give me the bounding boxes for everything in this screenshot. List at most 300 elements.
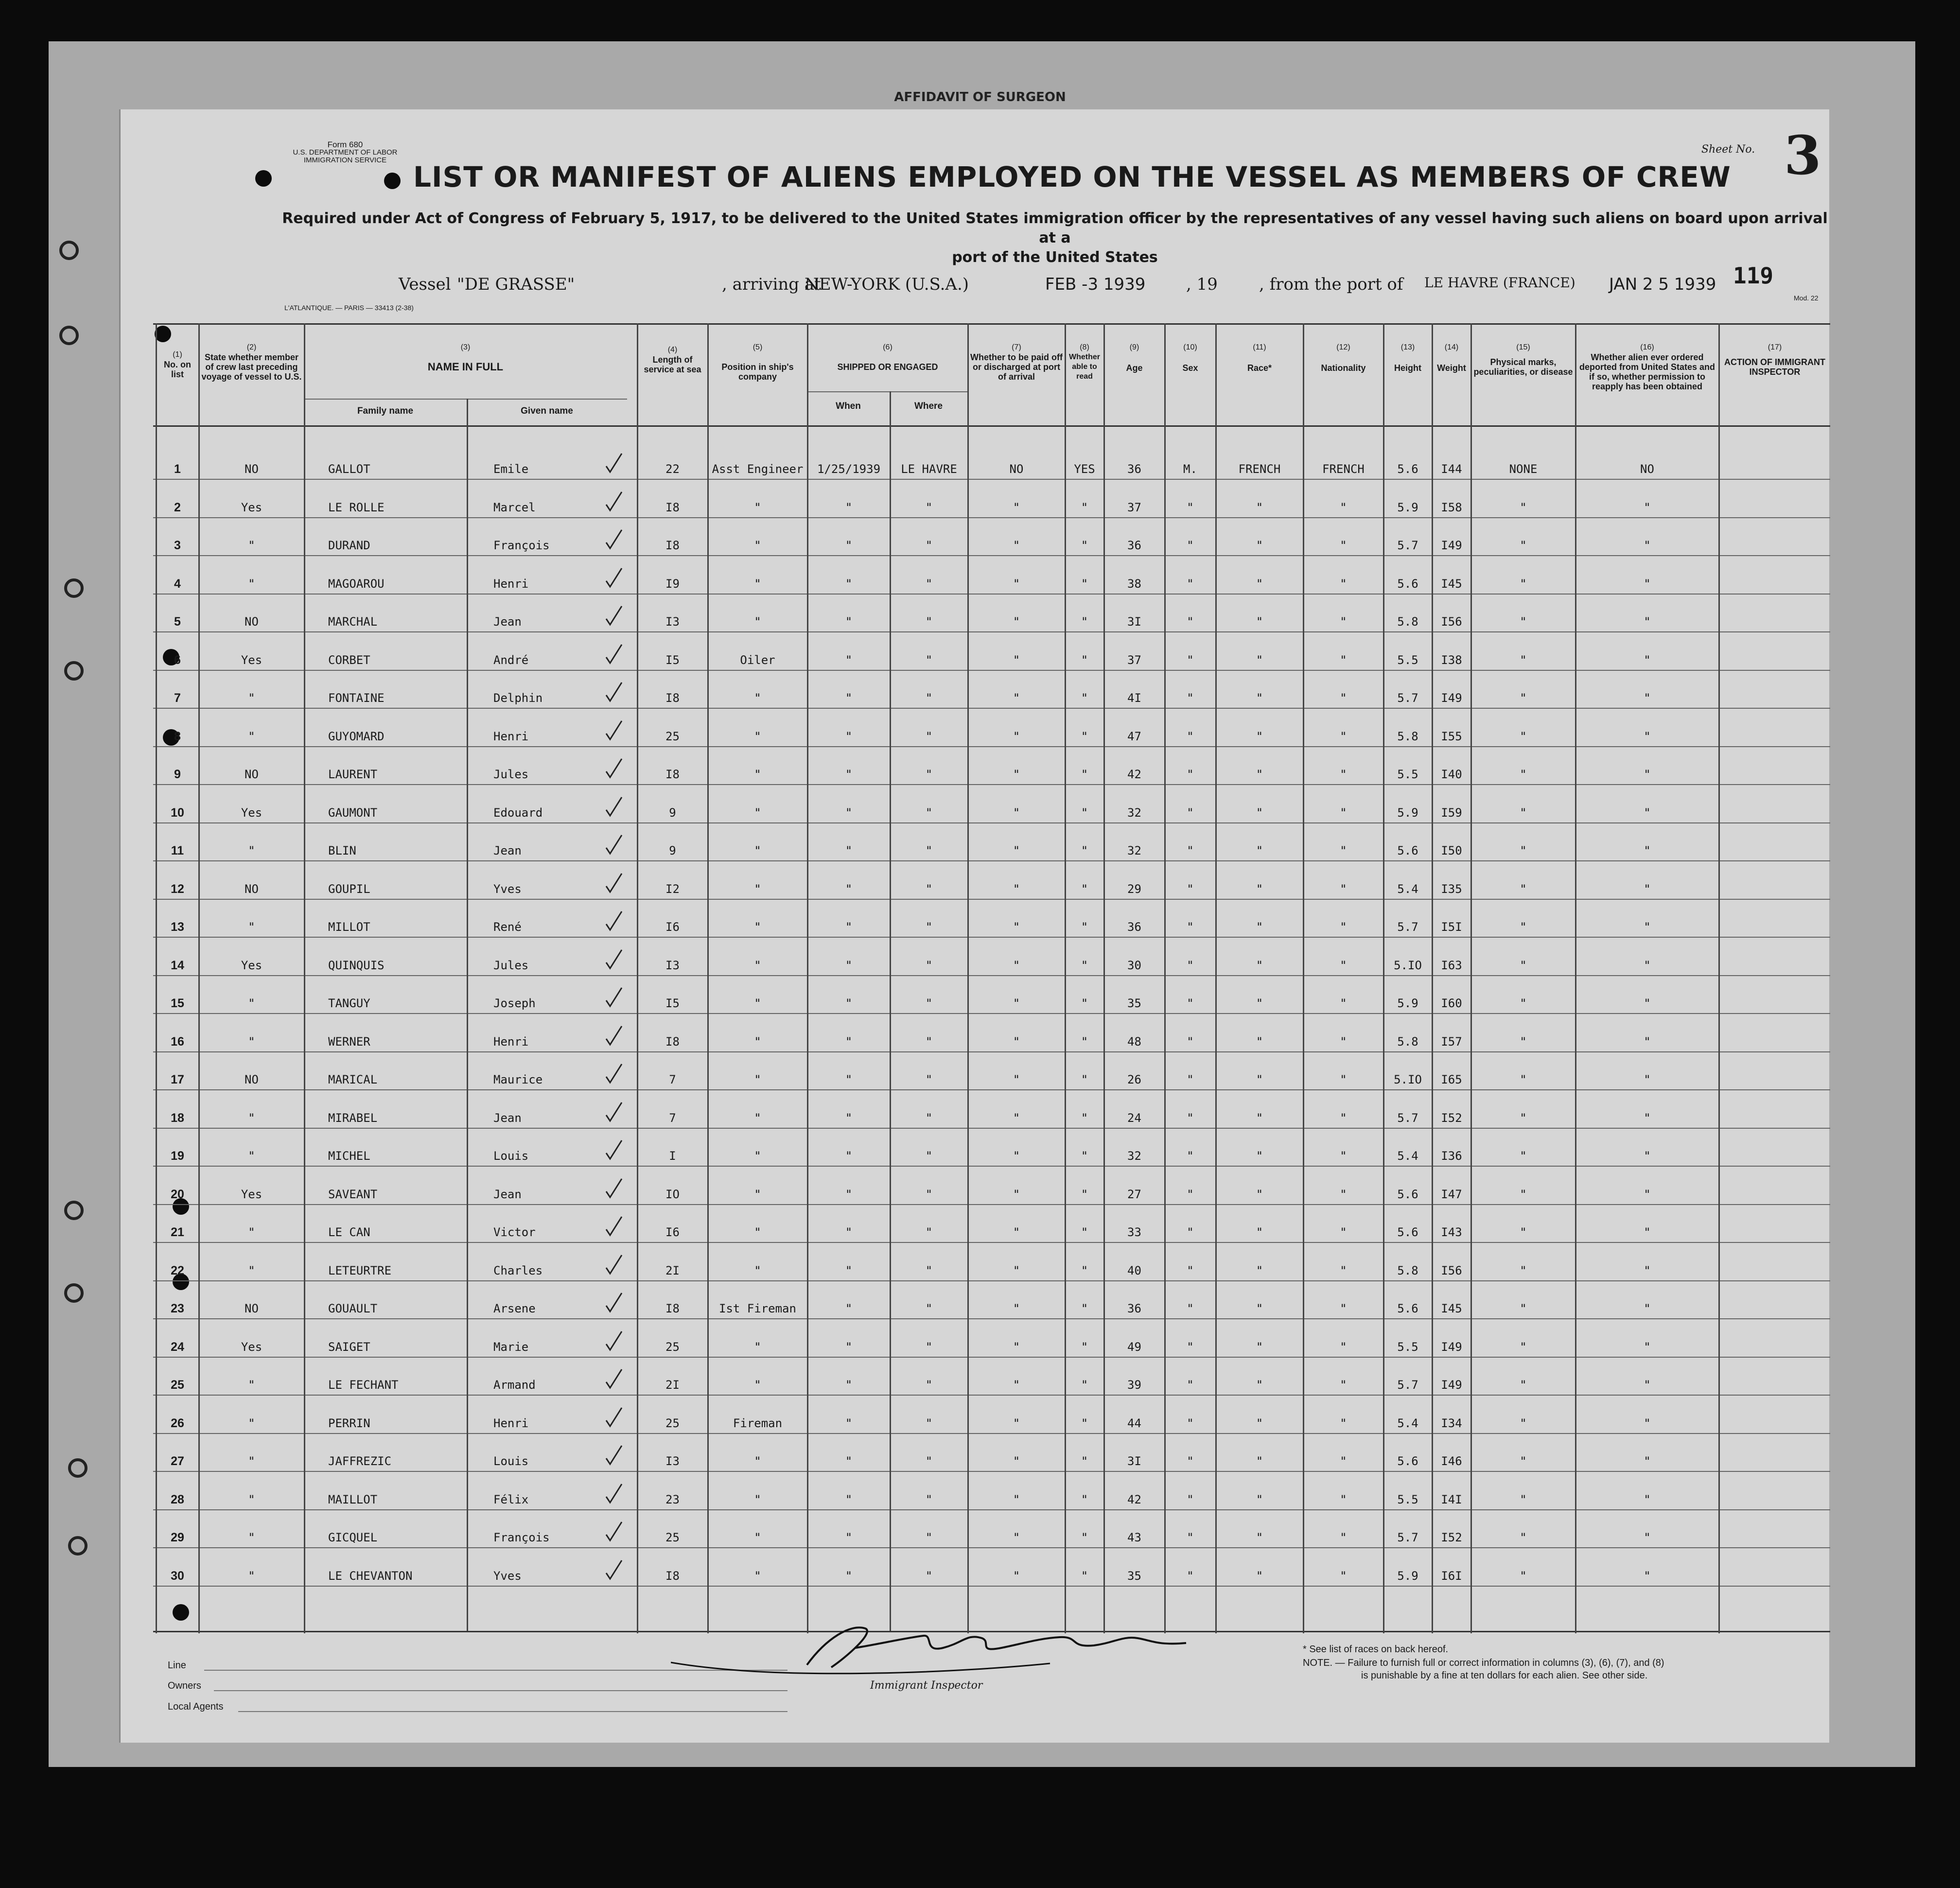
cell-race: " [1256,996,1263,1010]
header-bottom-rule [153,425,1830,427]
cell-deported: " [1644,1111,1651,1125]
check-mark-icon [605,452,623,474]
cell-service: 25 [665,1416,680,1430]
cell-paid: " [1013,1378,1020,1392]
cell-nationality: " [1340,1569,1347,1583]
table-row [0,1451,1960,1471]
cell-read: " [1081,920,1088,934]
check-mark-icon [605,1444,623,1466]
cell-when: " [845,1035,853,1049]
cell-height: 5.5 [1397,653,1418,667]
local-agents-label: Local Agents [168,1701,224,1712]
table-row [0,612,1960,631]
cell-race: " [1256,691,1263,705]
cell-deported: " [1644,768,1651,781]
check-mark-icon [605,528,623,550]
row-rule [153,555,1830,556]
cell-race: " [1256,1073,1263,1086]
column-divider [304,323,305,1633]
cell-sex: " [1187,1493,1194,1506]
check-mark-icon [605,986,623,1008]
cell-service: I3 [665,959,680,972]
cell-deported: " [1644,996,1651,1010]
cell-age: 48 [1127,1035,1141,1049]
cell-position: " [754,1454,761,1468]
column-divider [1432,323,1433,1633]
cell-where: " [925,1416,933,1430]
col-header-when: When [836,401,861,411]
cell-no: 5 [174,615,181,629]
cell-given: Henri [493,1416,529,1430]
table-row [0,765,1960,784]
cell-read: " [1081,1264,1088,1277]
table-row [0,536,1960,555]
col-header-marks: (15) Physical marks, peculiarities, or disease [1473,343,1573,377]
cell-where: " [925,1225,933,1239]
cell-read: " [1081,1416,1088,1430]
cell-read: " [1081,653,1088,667]
cell-race: " [1256,1569,1263,1583]
cell-no: 22 [171,1264,184,1277]
cell-height: 5.9 [1397,806,1418,820]
cell-position: " [754,1569,761,1583]
cell-family: DURAND [328,539,370,552]
inspector-signature [671,1619,1215,1682]
col-header-prev-voyage: (2) State whether member of crew last preceding voyage of vessel to U.S. [201,343,302,382]
cell-read: " [1081,615,1088,629]
cell-sex: " [1187,1569,1194,1583]
cell-service: 7 [669,1111,676,1125]
cell-deported: " [1644,1531,1651,1544]
cell-age: 29 [1127,882,1141,896]
cell-where: " [925,1035,933,1049]
cell-position: " [754,1149,761,1163]
agents-rule [238,1711,788,1712]
cell-no: 4 [174,577,181,591]
cell-prev: " [248,1225,255,1239]
cell-prev: " [248,1569,255,1583]
col-header-height: (13) Height [1394,343,1421,373]
cell-marks: " [1520,959,1527,972]
check-mark-icon [605,1329,623,1352]
cell-prev: Yes [241,501,262,514]
check-mark-icon [605,1024,623,1047]
cell-paid: " [1013,768,1020,781]
cell-service: I8 [665,1302,680,1315]
cell-paid: " [1013,1264,1020,1277]
check-mark-icon [605,909,623,932]
row-rule [153,670,1830,671]
cell-weight: I6I [1441,1569,1462,1583]
row-rule [153,975,1830,976]
cell-position: Fireman [733,1416,783,1430]
cell-height: 5.8 [1397,1035,1418,1049]
cell-paid: " [1013,539,1020,552]
cell-read: " [1081,768,1088,781]
cell-age: 35 [1127,1569,1141,1583]
cell-position: " [754,844,761,857]
cell-age: 39 [1127,1378,1141,1392]
cell-race: " [1256,1340,1263,1354]
cell-age: 3I [1127,1454,1141,1468]
row-rule [153,1471,1830,1472]
races-note: * See list of races on back hereof. [1303,1644,1449,1655]
check-mark-icon [605,1177,623,1199]
cell-given: Maurice [493,1073,543,1086]
cell-read: " [1081,1149,1088,1163]
cell-paid: " [1013,1531,1020,1544]
cell-where: " [925,920,933,934]
cell-read: " [1081,959,1088,972]
cell-read: " [1081,1073,1088,1086]
cell-nationality: " [1340,996,1347,1010]
row-rule [153,1586,1830,1587]
table-row [0,498,1960,517]
cell-sex: " [1187,1416,1194,1430]
cell-paid: " [1013,653,1020,667]
cell-read: YES [1074,462,1095,476]
cell-deported: " [1644,1493,1651,1506]
cell-given: Jean [493,844,522,857]
cell-age: 49 [1127,1340,1141,1354]
col-header-given-name: Given name [521,406,573,416]
cell-when: " [845,1302,853,1315]
cell-weight: I56 [1441,615,1462,629]
cell-read: " [1081,1531,1088,1544]
cell-marks: " [1520,1225,1527,1239]
cell-paid: " [1013,806,1020,820]
cell-nationality: " [1340,730,1347,743]
col-header-position: (5) Position in ship's company [721,343,794,382]
cell-prev: Yes [241,806,262,820]
cell-sex: " [1187,996,1194,1010]
cell-when: " [845,1340,853,1354]
check-mark-icon [605,872,623,894]
cell-prev: NO [245,615,259,629]
cell-height: 5.8 [1397,730,1418,743]
col-header-no: (1) No. on list [164,350,191,379]
cell-deported: " [1644,1264,1651,1277]
cell-prev: " [248,1493,255,1506]
cell-service: I9 [665,577,680,591]
cell-race: " [1256,1416,1263,1430]
cell-given: René [493,920,522,934]
cell-sex: " [1187,1378,1194,1392]
check-mark-icon [605,1482,623,1504]
cell-when: " [845,1493,853,1506]
cell-marks: " [1520,1264,1527,1277]
column-divider [807,323,808,1633]
cell-paid: " [1013,844,1020,857]
col-header-nationality: (12) Nationality [1321,343,1366,373]
cell-race: " [1256,1111,1263,1125]
check-mark-icon [605,1367,623,1390]
cell-weight: I44 [1441,462,1462,476]
table-row [0,1261,1960,1280]
cell-age: 35 [1127,996,1141,1010]
binder-ring [59,241,79,260]
cell-given: Charles [493,1264,543,1277]
cell-sex: " [1187,959,1194,972]
cell-service: 25 [665,1340,680,1354]
cell-when: " [845,1073,853,1086]
cell-position: " [754,1264,761,1277]
cell-age: 36 [1127,462,1141,476]
cell-sex: " [1187,1454,1194,1468]
cell-no: 18 [171,1111,184,1125]
cell-prev: NO [245,768,259,781]
cell-sex: " [1187,1188,1194,1201]
table-top-rule [153,323,1830,325]
cell-nationality: " [1340,615,1347,629]
page-title: LIST OR MANIFEST OF ALIENS EMPLOYED ON THE VESSEL AS MEMBERS OF CREW [413,160,1731,193]
cell-nationality: " [1340,539,1347,552]
cell-where: " [925,653,933,667]
cell-nationality: " [1340,653,1347,667]
cell-position: " [754,996,761,1010]
cell-height: 5.6 [1397,844,1418,857]
cell-nationality: " [1340,1073,1347,1086]
cell-deported: " [1644,501,1651,514]
cell-position: " [754,1073,761,1086]
cell-nationality: " [1340,959,1347,972]
table-row [0,956,1960,975]
cell-race: " [1256,882,1263,896]
cell-deported: " [1644,844,1651,857]
cell-sex: " [1187,844,1194,857]
column-divider [967,323,969,1633]
cell-position: " [754,920,761,934]
cell-weight: I5I [1441,920,1462,934]
cell-deported: " [1644,1149,1651,1163]
cell-paid: NO [1009,462,1024,476]
cell-family: CORBET [328,653,370,667]
cell-when: " [845,882,853,896]
row-rule [153,1013,1830,1014]
cell-age: 44 [1127,1416,1141,1430]
cell-given: Victor [493,1225,536,1239]
cell-height: 5.7 [1397,691,1418,705]
col-header-shipped: (6) SHIPPED OR ENGAGED [837,343,938,372]
cell-sex: M. [1183,462,1197,476]
row-rule [153,860,1830,861]
row-rule [153,822,1830,823]
cell-weight: I36 [1441,1149,1462,1163]
cell-given: Félix [493,1493,529,1506]
cell-when: " [845,1264,853,1277]
cell-marks: " [1520,730,1527,743]
cell-where: " [925,577,933,591]
cell-nationality: " [1340,1149,1347,1163]
cell-family: SAIGET [328,1340,370,1354]
cell-marks: " [1520,615,1527,629]
col-header-age: (9) Age [1126,343,1143,373]
cell-given: Arsene [493,1302,536,1315]
cell-deported: NO [1640,462,1654,476]
cell-read: " [1081,1035,1088,1049]
cell-read: " [1081,577,1088,591]
cell-age: 40 [1127,1264,1141,1277]
cell-given: Joseph [493,996,536,1010]
cell-paid: " [1013,882,1020,896]
cell-marks: " [1520,1149,1527,1163]
cell-weight: I55 [1441,730,1462,743]
cell-weight: I58 [1441,501,1462,514]
cell-age: 30 [1127,959,1141,972]
cell-position: " [754,1111,761,1125]
table-row [0,1566,1960,1586]
col-header-paid-off: (7) Whether to be paid off or discharged at port of arrival [970,343,1063,382]
cell-race: " [1256,539,1263,552]
cell-age: 32 [1127,806,1141,820]
sheet-label: Sheet No. [1701,143,1755,156]
cell-no: 21 [171,1225,184,1239]
cell-deported: " [1644,539,1651,552]
cell-family: GOUPIL [328,882,370,896]
cell-weight: I46 [1441,1454,1462,1468]
cell-sex: " [1187,1035,1194,1049]
cell-deported: " [1644,920,1651,934]
cell-marks: " [1520,844,1527,857]
cell-height: 5.8 [1397,615,1418,629]
table-row [0,1490,1960,1509]
cell-height: 5.6 [1397,1302,1418,1315]
column-divider [637,323,638,1633]
cell-age: 42 [1127,768,1141,781]
cell-given: Edouard [493,806,543,820]
cell-sex: " [1187,1111,1194,1125]
cell-marks: " [1520,539,1527,552]
cell-deported: " [1644,1340,1651,1354]
cell-no: 8 [174,730,181,743]
cell-height: 5.6 [1397,1225,1418,1239]
cell-service: I3 [665,1454,680,1468]
cell-weight: I52 [1441,1111,1462,1125]
cell-family: QUINQUIS [328,959,385,972]
punch-hole [173,1604,189,1621]
cell-sex: " [1187,806,1194,820]
cell-marks: " [1520,1454,1527,1468]
cell-race: " [1256,920,1263,934]
cell-position: " [754,768,761,781]
table-row [0,803,1960,822]
printer-line: L'ATLANTIQUE. — PARIS — 33413 (2-38) [284,304,414,312]
cell-paid: " [1013,501,1020,514]
check-mark-icon [605,757,623,779]
cell-age: 37 [1127,653,1141,667]
cell-no: 23 [171,1302,184,1315]
cell-deported: " [1644,691,1651,705]
cell-sex: " [1187,920,1194,934]
cell-given: Marcel [493,501,536,514]
cell-paid: " [1013,1073,1020,1086]
cell-service: 2I [665,1378,680,1392]
cell-age: 36 [1127,1302,1141,1315]
column-divider [707,323,709,1633]
cell-deported: " [1644,1569,1651,1583]
cell-paid: " [1013,615,1020,629]
cell-family: GOUAULT [328,1302,378,1315]
cell-given: Henri [493,577,529,591]
cell-where: " [925,1264,933,1277]
cell-read: " [1081,1111,1088,1125]
cell-race: " [1256,1493,1263,1506]
cell-where: " [925,691,933,705]
check-mark-icon [605,795,623,818]
cell-nationality: " [1340,501,1347,514]
cell-deported: " [1644,1225,1651,1239]
cell-nationality: " [1340,577,1347,591]
cell-sex: " [1187,691,1194,705]
cell-no: 25 [171,1378,184,1392]
cell-age: 33 [1127,1225,1141,1239]
cell-no: 13 [171,920,184,934]
cell-deported: " [1644,1416,1651,1430]
cell-age: 43 [1127,1531,1141,1544]
cell-family: MAGOAROU [328,577,385,591]
row-rule [153,1089,1830,1090]
cell-when: " [845,806,853,820]
cell-when: " [845,959,853,972]
cell-nationality: " [1340,1035,1347,1049]
cell-family: LETEURTRE [328,1264,392,1277]
col-header-sex: (10) Sex [1182,343,1198,373]
cell-given: Emile [493,462,529,476]
cell-position: " [754,1188,761,1201]
row-rule [153,1280,1830,1281]
cell-no: 26 [171,1416,184,1430]
cell-where: " [925,501,933,514]
cell-nationality: " [1340,768,1347,781]
cell-when: " [845,730,853,743]
cell-service: I5 [665,653,680,667]
row-rule [153,1128,1830,1129]
cell-position: " [754,1531,761,1544]
affidavit-heading: AFFIDAVIT OF SURGEON [894,90,1066,105]
cell-prev: " [248,1416,255,1430]
cell-where: LE HAVRE [901,462,957,476]
shipped-subheader-rule [807,391,967,392]
cell-sex: " [1187,768,1194,781]
cell-no: 9 [174,768,181,781]
column-divider [198,323,200,1633]
cell-marks: " [1520,1111,1527,1125]
cell-marks: " [1520,1035,1527,1049]
cell-deported: " [1644,1188,1651,1201]
check-mark-icon [605,490,623,512]
cell-service: I8 [665,1569,680,1583]
table-row [0,688,1960,708]
cell-service: I3 [665,615,680,629]
check-mark-icon [605,1558,623,1581]
cell-height: 5.IO [1394,1073,1422,1086]
col-header-deported: (16) Whether alien ever ordered deported from United States and if so, whether permission to reapply has been obtained [1579,343,1715,391]
cell-prev: NO [245,1073,259,1086]
cell-family: FONTAINE [328,691,385,705]
row-rule [153,1318,1830,1319]
cell-read: " [1081,844,1088,857]
cell-prev: " [248,1035,255,1049]
cell-paid: " [1013,996,1020,1010]
cell-position: " [754,691,761,705]
check-mark-icon [605,719,623,741]
cell-prev: " [248,1149,255,1163]
cell-read: " [1081,691,1088,705]
cell-no: 24 [171,1340,184,1354]
cell-paid: " [1013,1035,1020,1049]
cell-paid: " [1013,1416,1020,1430]
cell-marks: " [1520,806,1527,820]
